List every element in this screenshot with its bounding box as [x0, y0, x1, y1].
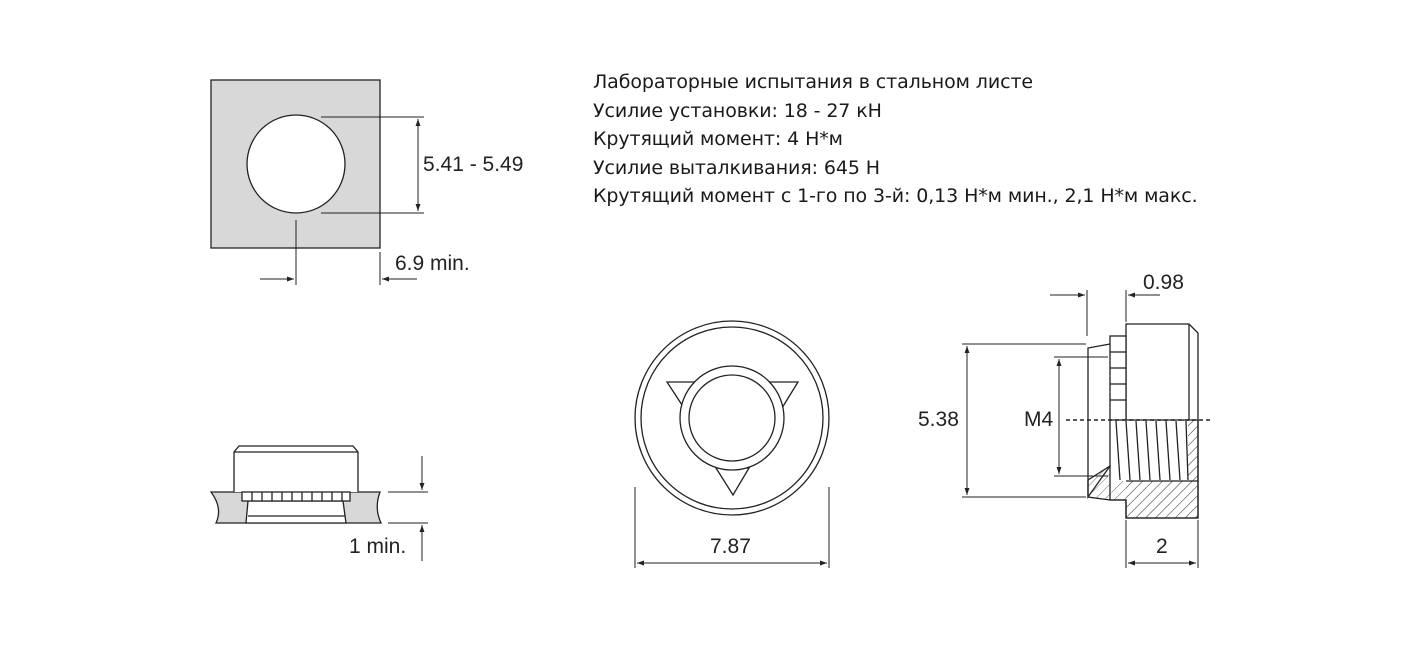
nut-head	[234, 446, 358, 492]
spec-lab-tests: Лабораторные испытания в стальном листе	[593, 71, 1034, 93]
edge-distance-label: 6.9 min.	[395, 252, 470, 275]
spec-torque: Крутящий момент: 4 Н*м	[593, 128, 843, 150]
threaded-bore	[689, 375, 775, 461]
sheet-thickness-label: 1 min.	[349, 535, 407, 558]
spec-torque-range: Крутящий момент с 1-го по 3-й: 0,13 Н*м мин., 2,1 Н*м макс.	[593, 185, 1198, 207]
spec-pushout-force: Усилие выталкивания: 645 Н	[593, 156, 880, 179]
shank-length-label: 0.98	[1143, 271, 1184, 294]
thread-size-label: M4	[1024, 408, 1054, 431]
nut-top-view	[635, 321, 829, 568]
mounting-hole	[247, 115, 345, 213]
spec-install-force: Усилие установки: 18 - 27 кН	[593, 99, 882, 122]
outer-diameter-label: 7.87	[710, 535, 751, 558]
hole-diameter-label: 5.41 - 5.49	[423, 153, 524, 176]
installed-nut-view	[211, 446, 428, 561]
head-width-label: 2	[1156, 535, 1168, 558]
nut-section-view	[918, 271, 1210, 568]
mounting-hole-view	[211, 80, 523, 285]
body-height-label: 5.38	[918, 408, 959, 431]
